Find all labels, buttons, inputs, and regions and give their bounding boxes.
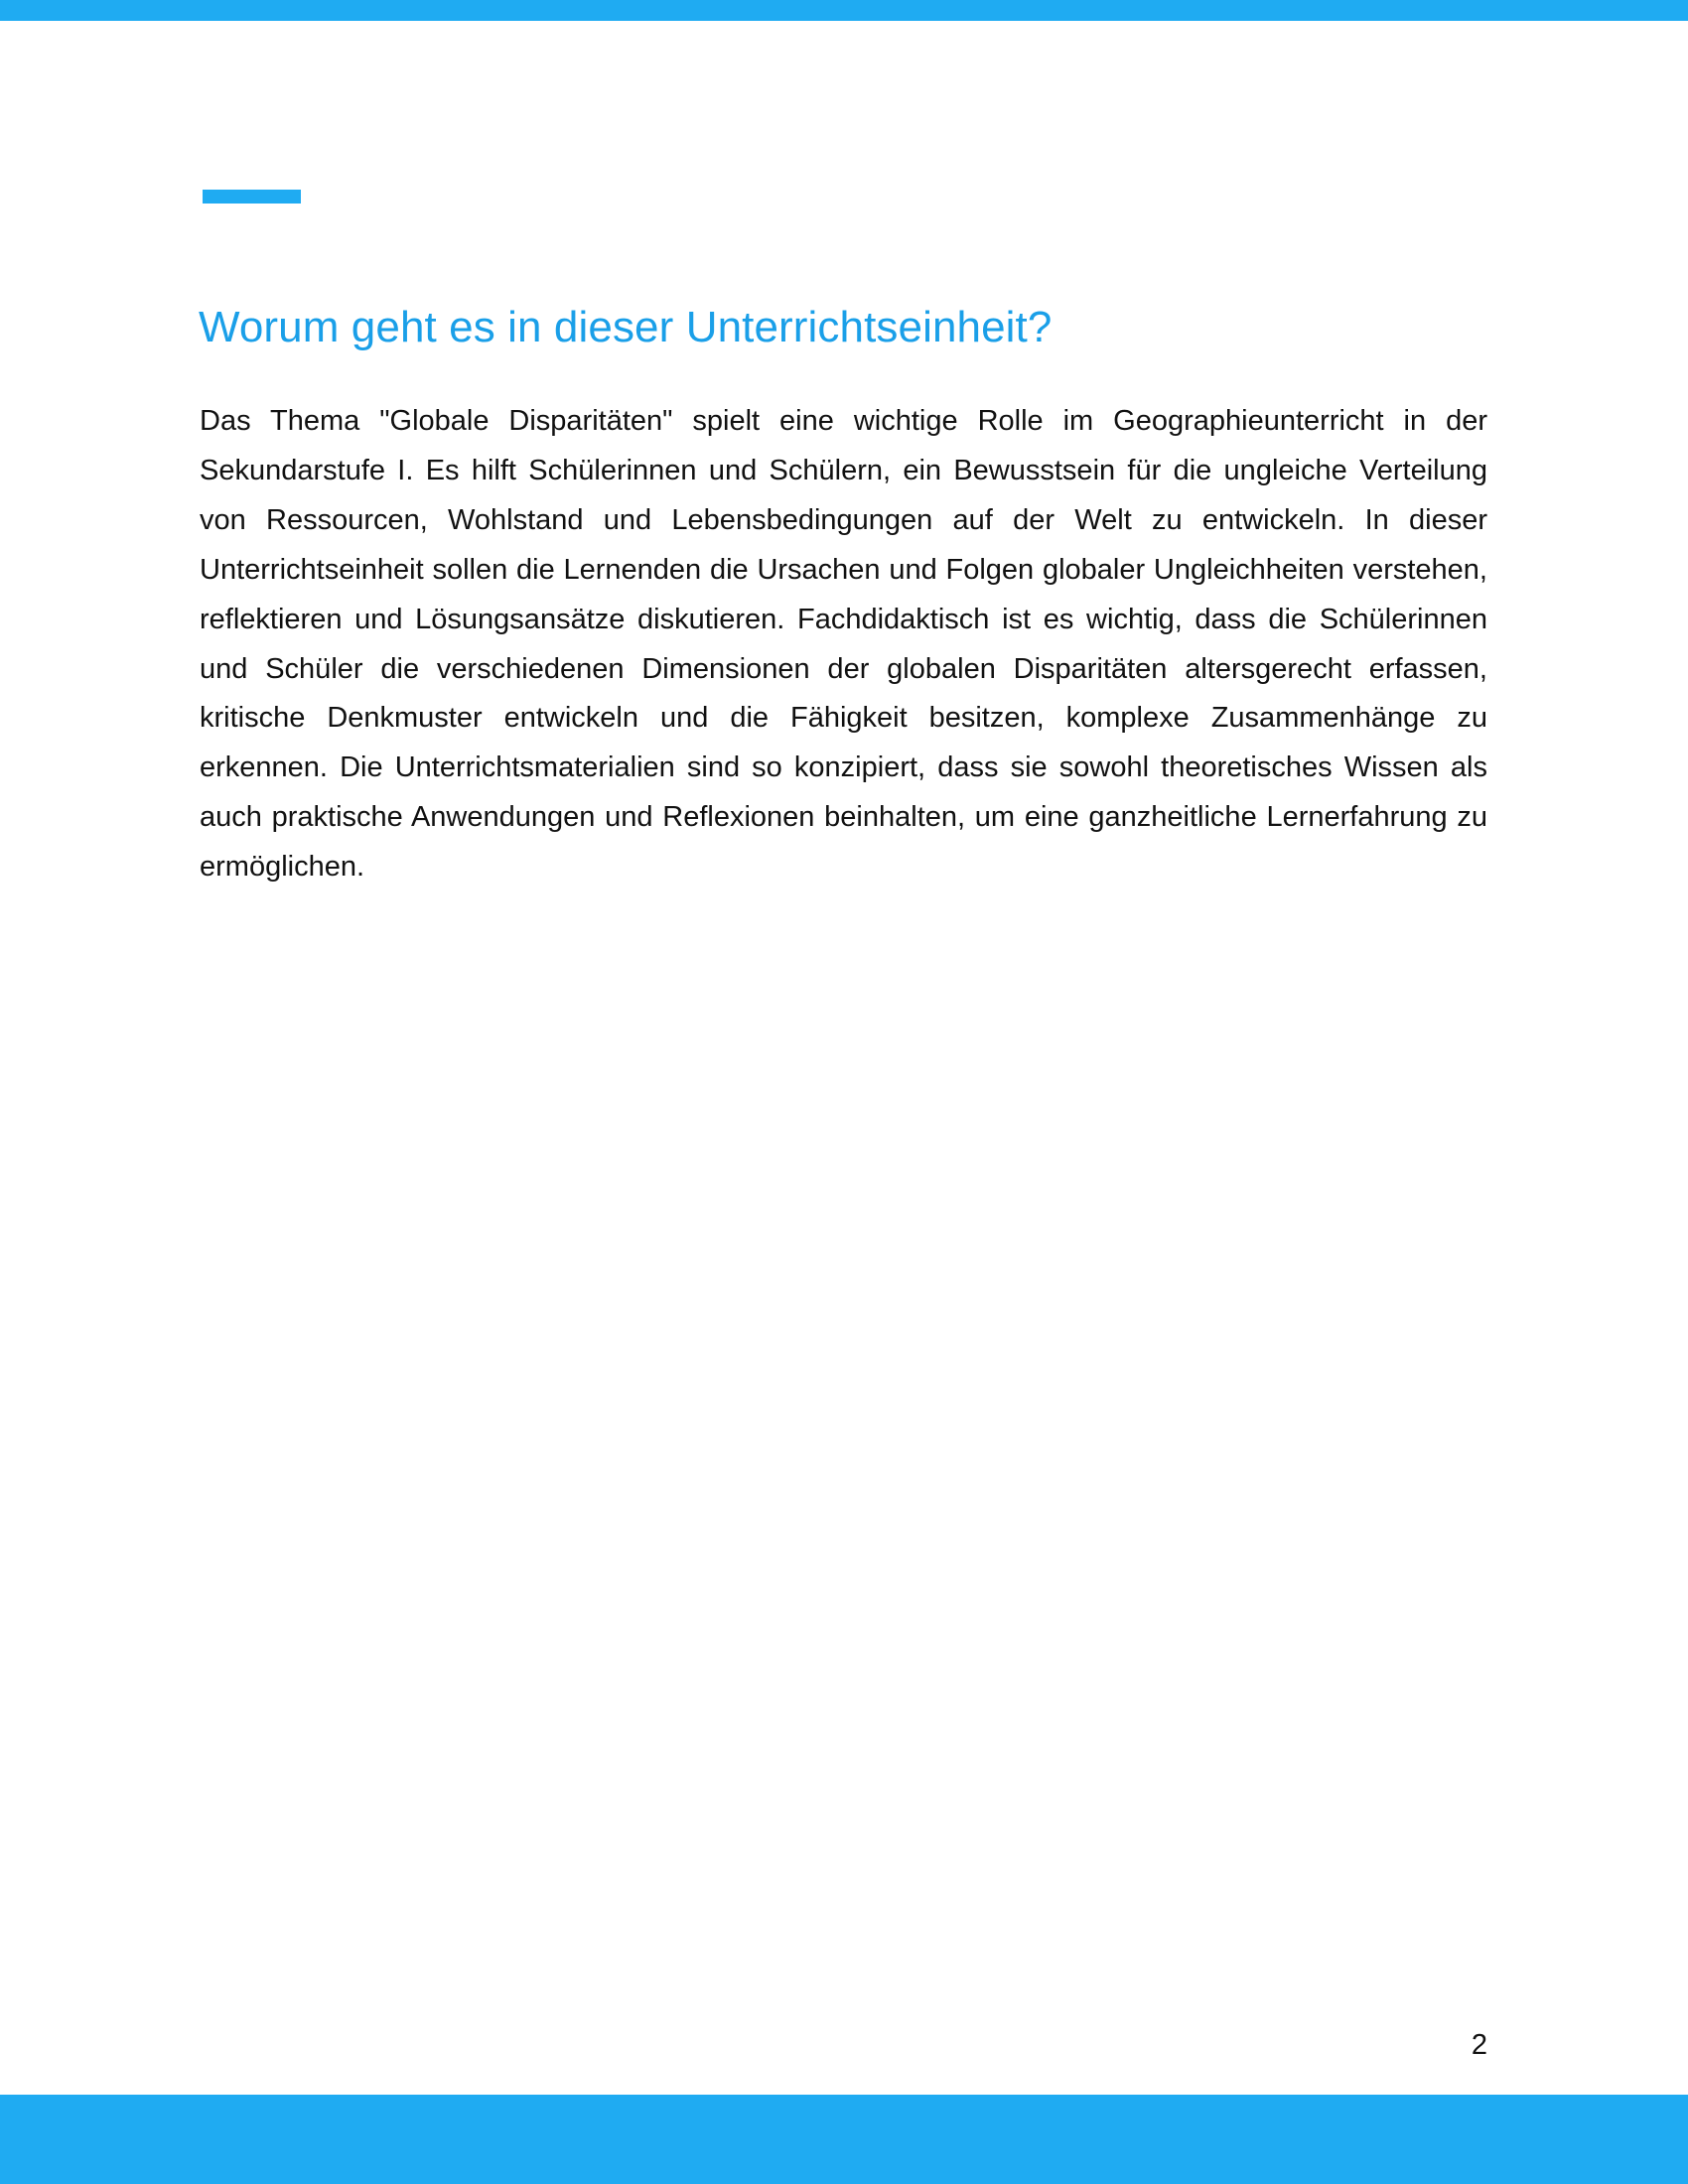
page-number: 2	[1471, 2029, 1487, 2061]
header-color-bar	[0, 0, 1688, 21]
section-title: Worum geht es in dieser Unterrichtseinheit?	[199, 303, 1053, 351]
footer-color-bar	[0, 2095, 1688, 2184]
section-accent-bar	[203, 190, 301, 204]
body-paragraph: Das Thema "Globale Disparitäten" spielt eine wichtige Rolle im Geographieunterricht in der Sekundarstufe I. Es hilft Schülerinnen und Schülern, ein Bewusstsein für die ungleiche Verteilung von Ressourcen, Wohlstand und Lebensbedingungen auf der Welt zu entwickeln. In dieser Unterrichtseinheit sollen die Lernenden die Ursachen und Folgen globaler Ungleichheiten verstehen, reflektieren und Lösungsansätze diskutieren. Fachdidaktisch ist es wichtig, dass die Schülerinnen und Schüler die verschiedenen Dimensionen der globalen Disparitäten altersgerecht erfassen, kritische Denkmuster entwickeln und die Fähigkeit besitzen, komplexe Zusammenhänge zu erkennen. Die Unterrichtsmaterialien sind so konzipiert, dass sie sowohl theoretisches Wissen als auch praktische Anwendungen und Reflexionen beinhalten, um eine ganzheitliche Lernerfahrung zu ermöglichen.	[200, 405, 1487, 884]
